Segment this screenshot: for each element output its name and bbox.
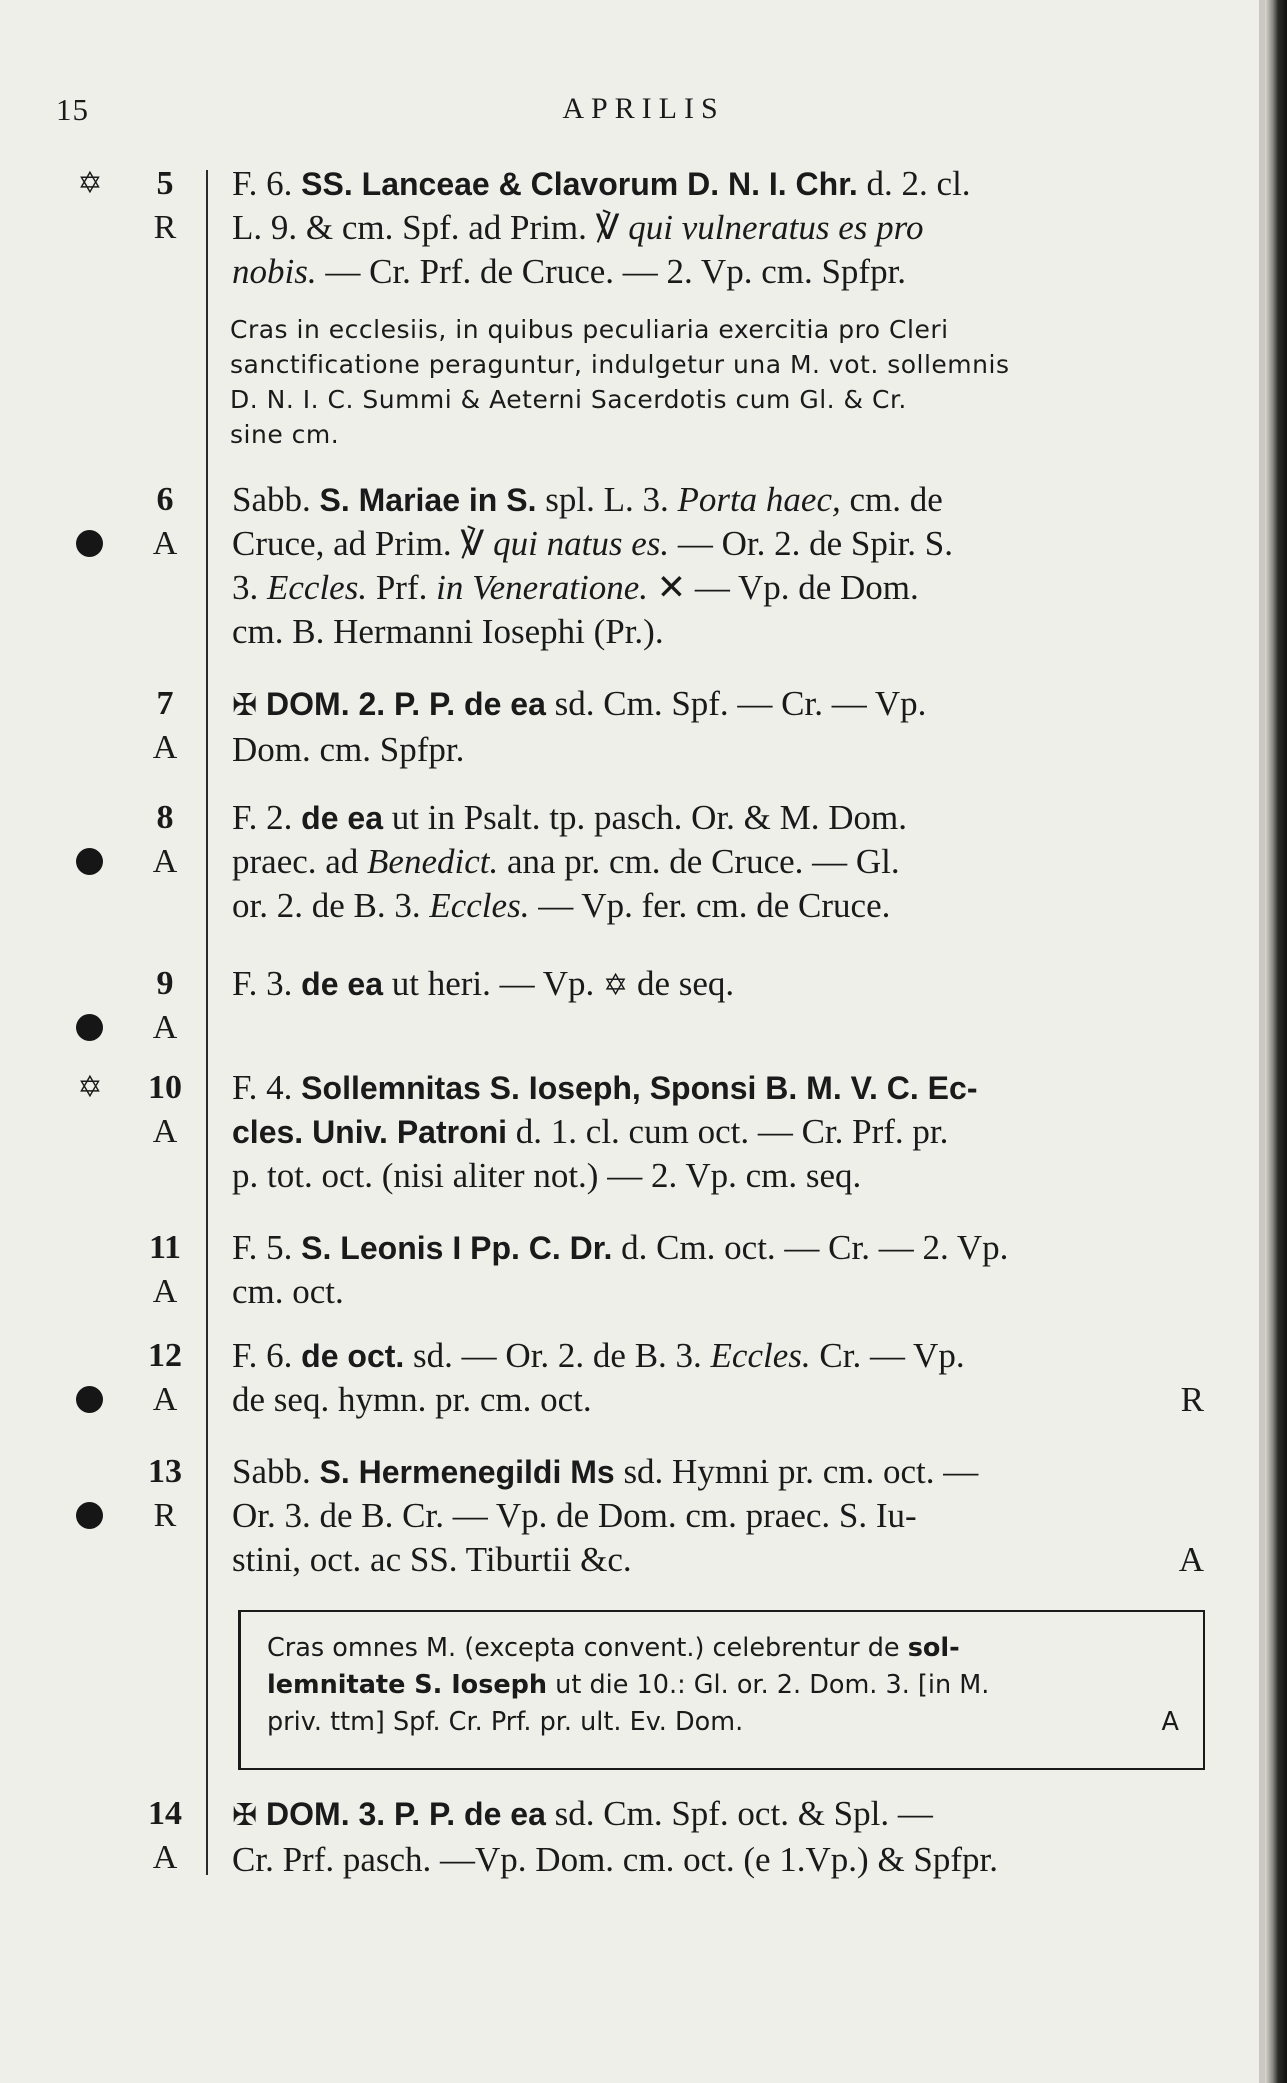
margin-letter: A [1178,1540,1204,1579]
margin-letter: R [1180,1380,1204,1419]
day-number: 12 [148,1337,182,1374]
day-number: 9 [156,965,174,1002]
star-of-david-icon: ✡ [77,1070,103,1105]
entry-text: F. 6. SS. Lanceae & Clavorum D. N. I. Chr. d. 2. cl. L. 9. & cm. Spf. ad Prim. ℣ qui vulneratus es pro nobis. — Cr. Prf. de Cruce. — 2. Vp. cm. Spfpr. [232,164,971,291]
dominical-letter: A [152,1273,178,1310]
bullet-dot-icon [76,1386,103,1413]
entry-text: F. 3. de ea ut heri. — Vp. ✡ de seq. [232,964,735,1003]
bullet-dot-icon [76,848,103,875]
running-header-month: APRILIS [562,92,725,125]
dominical-letter: A [152,1839,178,1876]
entry-text: F. 2. de ea ut in Psalt. tp. pasch. Or. & M. Dom. praec. ad Benedict. ana pr. cm. de Cruce. — Gl. or. 2. de B. 3. Eccles. — Vp. fer. cm. de Cruce. [232,798,908,925]
entry-text: Sabb. S. Hermenegildi Ms sd. Hymni pr. cm. oct. — Or. 3. de B. Cr. — Vp. de Dom. cm. praec. S. Iu- stini, oct. ac SS. Tiburtii &c. A [232,1450,1204,1582]
day-number: 7 [156,685,174,722]
dominical-letter: A [152,729,178,766]
dominical-letter: R [153,209,177,246]
cross-icon: ✠ [232,1798,258,1833]
day-number: 13 [148,1453,182,1490]
book-spine-edge [1265,0,1287,2083]
cross-icon: ✠ [232,688,258,723]
entry-text: F. 5. S. Leonis I Pp. C. Dr. d. Cm. oct. — Cr. — 2. Vp. cm. oct. [232,1228,1009,1311]
margin-letter: A [1161,1707,1179,1737]
entry-note: Cras in ecclesiis, in quibus peculiaria exercitia pro Cleri sanctificatione peraguntur, indulgetur una M. vot. sollemnis D. N. I. C. Summi & Aeterni Sacerdotis cum Gl. & Cr. sine cm. [230,315,1010,449]
bullet-dot-icon [76,1502,103,1529]
star-of-david-icon: ✡ [603,968,629,1003]
entry-text: ✠ DOM. 2. P. P. de ea sd. Cm. Spf. — Cr. — Vp. Dom. cm. Spfpr. [232,684,927,769]
day-number: 14 [148,1795,182,1832]
dominical-letter: A [152,843,178,880]
dominical-letter: R [153,1497,177,1534]
day-number: 11 [148,1229,182,1266]
dominical-letter: A [152,1381,178,1418]
column-divider [206,170,208,1875]
dominical-letter: A [152,1009,178,1046]
entry-text: F. 4. Sollemnitas S. Ioseph, Sponsi B. M. V. C. Ec- cles. Univ. Patroni d. 1. cl. cum oct. — Cr. Prf. pr. p. tot. oct. (nisi aliter not.) — 2. Vp. cm. seq. [232,1068,978,1195]
bullet-dot-icon [76,1014,103,1041]
day-number: 6 [156,481,174,518]
bullet-dot-icon [76,530,103,557]
boxed-note-text: Cras omnes M. (excepta convent.) celebrentur de sol- lemnitate S. Ioseph ut die 10.: Gl. or. 2. Dom. 3. [in M. priv. ttm] Spf. Cr. Prf. pr. ult. Ev. Dom. A [267,1630,1179,1741]
day-number: 8 [156,799,174,836]
day-number: 5 [156,165,174,202]
page-number: 15 [56,92,89,127]
entry-text: ✠ DOM. 3. P. P. de ea sd. Cm. Spf. oct. & Spl. — Cr. Prf. pasch. —Vp. Dom. cm. oct. (e 1.Vp.) & Spfpr. [232,1794,999,1879]
boxed-note [238,1610,1205,1770]
dominical-letter: A [152,525,178,562]
entry-text: Sabb. S. Mariae in S. spl. L. 3. Porta haec, cm. de Cruce, ad Prim. ℣ qui natus es. — Or. 2. de Spir. S. 3. Eccles. Prf. in Veneratione. ✕ — Vp. de Dom. cm. B. Hermanni Iosephi (Pr.). [232,480,954,651]
dominical-letter: A [152,1113,178,1150]
day-number: 10 [148,1069,182,1106]
star-of-david-icon: ✡ [77,166,103,201]
entry-text: F. 6. de oct. sd. — Or. 2. de B. 3. Eccles. Cr. — Vp. de seq. hymn. pr. cm. oct. R [232,1334,1204,1422]
